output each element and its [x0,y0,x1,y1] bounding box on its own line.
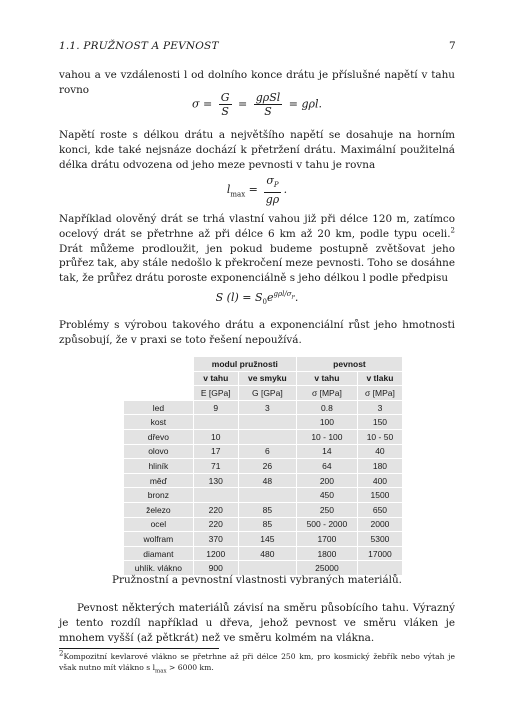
page-number: 7 [449,40,456,52]
table-cell: 1700 [296,532,357,547]
table-cell: 17 [193,444,238,459]
eq3-exp-base: e [266,291,274,304]
eq3-exponent-subscript: P [291,294,295,301]
table-units-row [124,386,403,401]
table-cell: 85 [238,517,296,532]
table-cell: 250 [296,502,357,517]
table-cell: 150 [357,415,402,430]
material-name-cell: led [124,400,194,415]
equation-max-length [59,174,455,206]
paragraph-3-part-1: Například olověný drát se trhá vlastní vahou již při délce 120 m, zatímco ocelový drát se přetrhne až při délce 6 km až 20 km, podle typu oceli. [59,213,455,240]
eq1-f1-denominator: S [221,105,229,118]
table-row [124,400,403,415]
table-corner-cell [124,386,194,401]
eq1-fraction-1 [219,91,232,118]
eq3-lhs: S (l) = S [215,291,263,304]
table-cell: 370 [193,532,238,547]
table-cell: 10 - 50 [357,429,402,444]
subheader-shear: ve smyku [238,371,296,386]
material-name-cell: bronz [124,488,194,503]
table-row [124,502,403,517]
paragraph-5 [59,601,455,645]
table-cell: 2000 [357,517,402,532]
table-cell: 48 [238,473,296,488]
material-name-cell: měď [124,473,194,488]
unit-cell: E [GPa] [193,386,238,401]
table-cell: 180 [357,459,402,474]
material-name-cell: kost [124,415,194,430]
subheader-tension: v tahu [193,371,238,386]
table-cell [193,415,238,430]
table-cell [238,429,296,444]
paragraph-4-text: Problémy s výrobou takového drátu a exponenciální růst jeho hmotnosti způsobují, že v praxi se toto řešení nepoužívá. [59,319,455,346]
table-cell: 26 [238,459,296,474]
table-cell: 1500 [357,488,402,503]
paragraph-3 [59,212,455,286]
unit-cell: σ [MPa] [296,386,357,401]
materials-table [123,356,403,576]
footnote-subscript: max [155,668,167,675]
paragraph-2 [59,128,455,172]
table-cell: 40 [357,444,402,459]
paragraph-1-text: vahou a ve vzdálenosti l od dolního konce drátu je příslušné napětí v tahu rovno [59,69,455,96]
table-cell: 71 [193,459,238,474]
table-cell: 3 [357,400,402,415]
paragraph-5-text: Pevnost některých materiálů závisí na směru působícího tahu. Výrazný je tento rozdíl například u dřeva, jehož pevnost ve směru vláken je mnohem vyšší (až pětkrát) než ve směru kolmém na vlákna. [59,602,455,644]
table-cell: 220 [193,517,238,532]
table-cell: 6 [238,444,296,459]
running-header: 1.1. PRUŽNOST A PEVNOST [59,40,219,52]
table-cell: 200 [296,473,357,488]
table-cell [193,488,238,503]
table-cell: 14 [296,444,357,459]
table-row [124,429,403,444]
material-name-cell: diamant [124,546,194,561]
table-cell: 25000 [296,561,357,576]
table-corner-cell [124,357,194,372]
eq3-s0-subscript: 0 [262,298,267,307]
eq2-lhs: l [226,183,231,197]
table-cell: 10 - 100 [296,429,357,444]
eq1-f2-denominator: S [264,105,272,118]
table-cell: 900 [193,561,238,576]
table-row [124,517,403,532]
footnote [59,651,455,678]
material-name-cell: železo [124,502,194,517]
table-row [124,444,403,459]
paragraph-3-text [59,212,455,286]
table-row [124,488,403,503]
table-row [124,415,403,430]
table-row [124,459,403,474]
subheader-compression: v tlaku [357,371,402,386]
table-cell: 9 [193,400,238,415]
subheader-tension: v tahu [296,371,357,386]
footnote-mark-2: 2 [450,226,455,235]
table-cell: 100 [296,415,357,430]
eq3-exponent [273,290,295,301]
group-header-strength: pevnost [296,357,402,372]
eq2-denominator: gρ [265,193,280,207]
footnote-end: > 6000 km. [166,663,214,672]
table-cell: 10 [193,429,238,444]
table-row [124,473,403,488]
group-header-elasticity: modul pružnosti [193,357,296,372]
table-cell: 650 [357,502,402,517]
table-cell: 500 - 2000 [296,517,357,532]
eq2-sigma-subscript: P [273,181,279,190]
eq1-rhs: = gρl. [288,97,323,111]
table-cell [238,415,296,430]
eq1-fraction-2 [254,91,283,118]
material-name-cell: uhlík. vlákno [124,561,194,576]
equation-cross-section [59,291,455,306]
table-cell: 400 [357,473,402,488]
paragraph-3-part-2: Drát můžeme prodloužit, jen pokud budeme postupně zvětšovat jeho průřez tak, aby stále nedošlo k překročení meze pevnosti. Toho se dosáhne tak, že průřez drátu poroste exponenciálně s jeho délkou l podle předpisu [59,242,455,285]
equation-stress [59,91,455,118]
material-name-cell: dřevo [124,429,194,444]
table-cell: 5300 [357,532,402,547]
unit-cell: σ [MPa] [357,386,402,401]
eq1-lhs: σ = [191,97,213,111]
eq2-numerator [264,174,280,193]
paragraph-4 [59,318,455,348]
eq2-period: . [283,183,288,197]
eq3-exponent-text: gρl/σ [273,290,292,299]
eq3-period: . [294,291,299,304]
table-cell: 64 [296,459,357,474]
table-cell: 480 [238,546,296,561]
unit-cell: G [GPa] [238,386,296,401]
material-name-cell: ocel [124,517,194,532]
table-corner-cell [124,371,194,386]
eq2-equals: = [248,183,258,197]
table-caption: Pružnostní a pevnostní vlastnosti vybraných materiálů. [112,574,402,586]
material-name-cell: hliník [124,459,194,474]
table-cell: 145 [238,532,296,547]
table-group-header-row [124,357,403,372]
table-row [124,532,403,547]
table-cell: 1200 [193,546,238,561]
eq1-equals: = [238,97,248,111]
eq1-f2-numerator: gρSl [255,91,281,104]
material-name-cell: wolfram [124,532,194,547]
eq1-f1-numerator: G [220,91,230,104]
table-cell: 450 [296,488,357,503]
table-cell: 85 [238,502,296,517]
table-subheader-row [124,371,403,386]
eq2-sigma: σ [266,174,274,187]
eq2-fraction [264,174,280,206]
material-name-cell: olovo [124,444,194,459]
table-cell: 220 [193,502,238,517]
table-cell: 1800 [296,546,357,561]
table-cell: 0.8 [296,400,357,415]
table-cell: 130 [193,473,238,488]
paragraph-2-text: Napětí roste s délkou drátu a největšího napětí se dosahuje na horním konci, kde také nejsnáze dochází k přetržení drátu. Maximální použitelná délka drátu odvozena od jeho meze pevnosti v tahu je rovna [59,129,455,171]
table-cell [238,488,296,503]
table-body [124,400,403,575]
footnote-number: 2 [59,649,64,658]
table-cell: 3 [238,400,296,415]
table-cell: 17000 [357,546,402,561]
table-row [124,546,403,561]
footnote-text: Kompozitní kevlarové vlákno se přetrhne až při délce 250 km, pro kosmický žebřík nebo výtah je však nutno mít vlákno s l [59,652,455,672]
table-head [124,357,403,401]
footnote-rule [59,648,219,649]
eq2-lhs-subscript: max [230,190,246,199]
